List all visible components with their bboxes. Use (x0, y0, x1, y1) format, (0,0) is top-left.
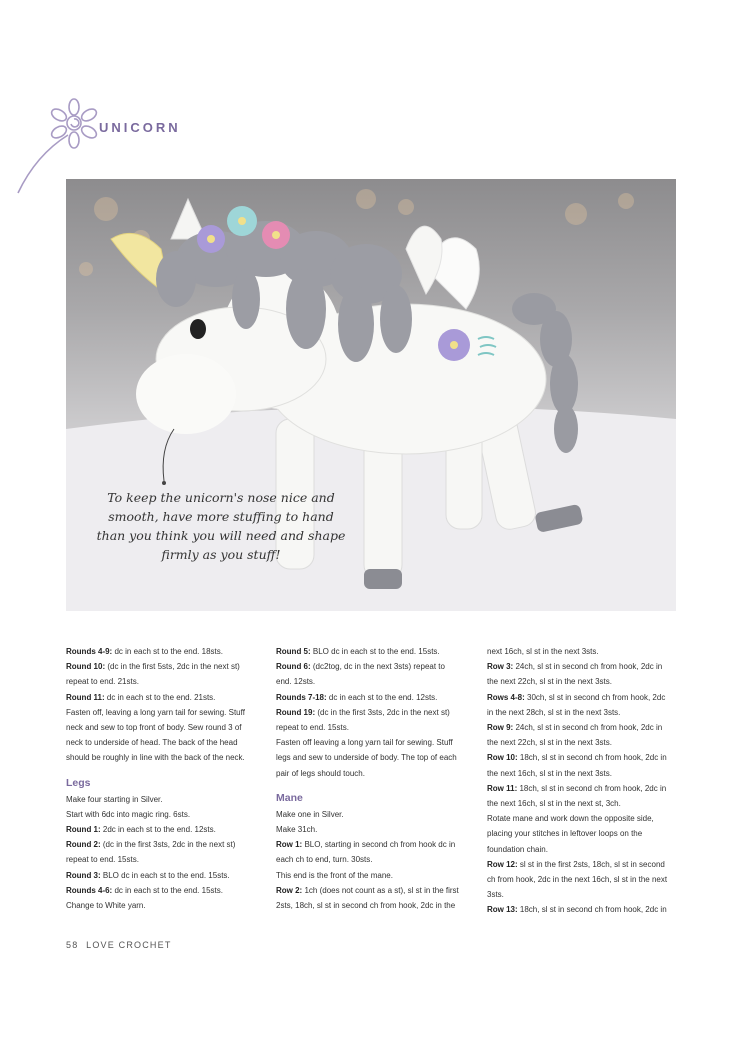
pattern-line (276, 674, 476, 689)
pattern-line (276, 822, 476, 837)
pattern-line (66, 720, 266, 735)
pattern-step-text: neck to underside of head. The back of the head (66, 738, 238, 748)
pattern-step-label: Row 9: (487, 723, 514, 733)
pattern-line (487, 887, 687, 902)
pattern-step-text: Make four starting in Silver. (66, 794, 163, 804)
pattern-step-text: dc in each st to the end. 21sts. (104, 692, 216, 702)
pattern-step-text: placing your stitches in leftover loops on the (487, 829, 643, 839)
pattern-line (276, 644, 476, 659)
pattern-step-text: legs and sew to underside of body. The top of each (276, 753, 457, 763)
pattern-line (66, 852, 266, 867)
pattern-step-text: the next 22ch, sl st in the next 3sts. (487, 738, 612, 748)
pattern-line (66, 674, 266, 689)
pattern-step-label: Rounds 4-9: (66, 647, 113, 656)
pattern-line (487, 735, 687, 750)
pattern-line (487, 842, 687, 857)
pattern-step-text: Make 31ch. (276, 825, 318, 835)
pattern-step-text: sl st in the first 2sts, 18ch, sl st in second (517, 859, 665, 869)
pattern-line (276, 807, 476, 822)
pattern-line (66, 898, 266, 913)
pattern-line (487, 811, 687, 826)
pattern-line (276, 735, 476, 750)
pattern-step-text: 18ch, sl st in second ch from hook, 2dc in (517, 783, 667, 793)
pattern-line (487, 690, 687, 705)
pattern-step-text: 24ch, sl st in second ch from hook, 2dc in (513, 662, 663, 672)
pattern-step-label: Rounds 7-18: (276, 692, 327, 702)
pattern-step-text: Rotate mane and work down the opposite side, (487, 814, 654, 824)
pattern-step-text: 18ch, sl st in second ch from hook, 2dc in (517, 753, 667, 763)
pattern-step-text: This end is the front of the mane. (276, 870, 393, 880)
pattern-step-text: (dc in the first 3sts, 2dc in the next st) (100, 840, 236, 850)
pattern-step-label: Row 10: (487, 753, 518, 763)
column-2 (276, 644, 476, 913)
pattern-step-text: (dc2tog, dc in the next 3sts) repeat to (310, 662, 445, 672)
pattern-step-text: next 16ch, sl st in the next 3sts. (487, 647, 599, 656)
pattern-step-text: the next 16ch, sl st in the next 3sts. (487, 768, 612, 778)
pattern-step-text: BLO dc in each st to the end. 15sts. (100, 870, 230, 880)
pattern-step-text: repeat to end. 15sts. (66, 855, 139, 865)
pattern-line (487, 705, 687, 720)
pattern-step-text: Make one in Silver. (276, 809, 344, 819)
pattern-step-text: 3sts. (487, 890, 504, 900)
pattern-step-label: Row 2: (276, 885, 303, 895)
magazine-name: LOVE CROCHET (86, 940, 172, 950)
pattern-line (276, 766, 476, 781)
pattern-step-text: 2dc in each st to the end. 12sts. (100, 825, 216, 835)
pattern-step-label: Round 2: (66, 840, 101, 850)
pattern-line (487, 659, 687, 674)
page-number: 58 (66, 940, 79, 950)
pattern-line (487, 857, 687, 872)
pattern-step-text: foundation chain. (487, 844, 548, 854)
pattern-line (276, 852, 476, 867)
pattern-line (276, 690, 476, 705)
column-1 (66, 644, 266, 913)
pattern-step-label: Row 12: (487, 859, 518, 869)
pattern-step-text: 18ch, sl st in second ch from hook, 2dc in (517, 905, 667, 915)
pattern-line (276, 868, 476, 883)
pattern-step-text: (dc in the first 3sts, 2dc in the next st) (315, 707, 450, 717)
pattern-step-text: repeat to end. 15sts. (276, 723, 349, 733)
pattern-line (487, 902, 687, 917)
page-footer (66, 940, 176, 950)
pattern-step-label: Round 3: (66, 870, 101, 880)
photo-tip-caption: To keep the unicorn's nose nice and smooth, have more stuffing to hand than you think you will need and shape firmly as you stuff! (96, 490, 346, 562)
pattern-subheading: Mane (276, 791, 303, 804)
pattern-step-label: Round 11: (66, 692, 105, 702)
pattern-step-label: Row 11: (487, 783, 518, 793)
pattern-line (276, 720, 476, 735)
pattern-subheading: Legs (66, 776, 91, 789)
pattern-step-label: Round 1: (66, 825, 101, 835)
pattern-step-text: dc in each st to the end. 18sts. (112, 647, 223, 656)
pattern-line (66, 822, 266, 837)
section-title: UNICORN (99, 120, 181, 135)
pattern-line (487, 872, 687, 887)
pattern-line (66, 659, 266, 674)
pattern-line (276, 659, 476, 674)
pattern-step-text: 24ch, sl st in second ch from hook, 2dc in (513, 723, 663, 733)
pattern-step-text: the next 22ch, sl st in the next 3sts. (487, 677, 612, 687)
pattern-step-text: each ch to end, turn. 30sts. (276, 855, 373, 865)
pattern-step-label: Row 1: (276, 840, 303, 850)
pattern-step-text: ch from hook, 2dc in the next 16ch, sl st in the next (487, 875, 668, 885)
pattern-step-label: Round 6: (276, 662, 311, 672)
pattern-line (276, 705, 476, 720)
pattern-step-text: dc in each st to the end. 12sts. (326, 692, 438, 702)
pattern-line (66, 807, 266, 822)
pattern-step-text: in the next 28ch, sl st in the next 3sts. (487, 707, 621, 717)
pattern-step-label: Row 13: (487, 905, 518, 915)
pattern-line (276, 837, 476, 852)
pattern-line (66, 705, 266, 720)
pattern-line (66, 644, 266, 659)
pattern-line (66, 792, 266, 807)
pattern-step-text: 2sts, 18ch, sl st in second ch from hook, 2dc in the (276, 901, 456, 911)
pattern-line (276, 883, 476, 898)
pattern-line (487, 796, 687, 811)
pattern-step-text: Change to White yarn. (66, 901, 146, 911)
pattern-step-label: Round 19: (276, 707, 316, 717)
pattern-step-text: end. 12sts. (276, 677, 316, 687)
pattern-step-text: (dc in the first 5sts, 2dc in the next st) (105, 662, 240, 672)
pattern-line (487, 826, 687, 841)
pattern-step-text: the next 16ch, sl st in the next st, 3ch. (487, 799, 621, 809)
pattern-step-text: 30ch, sl st in second ch from hook, 2dc (524, 692, 666, 702)
pattern-line (66, 868, 266, 883)
column-3 (487, 644, 687, 918)
pattern-line (487, 720, 687, 735)
pattern-line (66, 837, 266, 852)
pattern-step-text: Start with 6dc into magic ring. 6sts. (66, 809, 191, 819)
pattern-step-text: neck and sew to top front of body. Sew round 3 of (66, 723, 242, 733)
pattern-line (276, 898, 476, 913)
pattern-step-text: 1ch (does not count as a st), sl st in the first (302, 885, 459, 895)
pattern-step-label: Round 5: (276, 647, 311, 656)
pattern-line (487, 750, 687, 765)
pattern-step-label: Row 3: (487, 662, 514, 672)
pattern-line (66, 690, 266, 705)
pattern-line (276, 750, 476, 765)
pattern-line (487, 674, 687, 689)
pattern-line (487, 766, 687, 781)
pattern-step-text: dc in each st to the end. 15sts. (112, 885, 223, 895)
pattern-step-text: should be roughly in line with the back of the neck. (66, 753, 245, 763)
pattern-step-text: repeat to end. 21sts. (66, 677, 139, 687)
pattern-step-text: Fasten off, leaving a long yarn tail for sewing. Stuff (66, 707, 245, 717)
pattern-step-label: Round 10: (66, 662, 106, 672)
pattern-step-text: BLO, starting in second ch from hook dc in (302, 840, 456, 850)
pattern-step-text: Fasten off leaving a long yarn tail for sewing. Stuff (276, 738, 453, 748)
pattern-step-label: Rounds 4-6: (66, 885, 113, 895)
pattern-step-label: Rows 4-8: (487, 692, 525, 702)
pattern-step-text: pair of legs should touch. (276, 768, 365, 778)
pattern-line (66, 735, 266, 750)
pattern-line (66, 883, 266, 898)
pattern-line (487, 781, 687, 796)
pattern-line (487, 644, 687, 659)
pattern-line (66, 750, 266, 765)
pattern-step-text: BLO dc in each st to the end. 15sts. (310, 647, 440, 656)
